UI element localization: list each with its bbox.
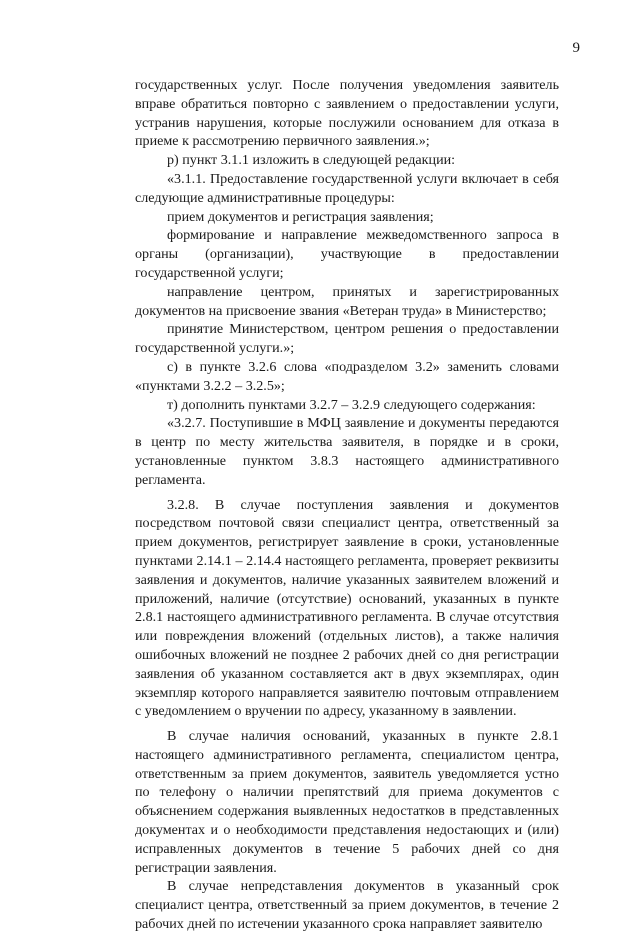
paragraph: «3.2.7. Поступившие в МФЦ заявление и документы передаются в центр по месту жительства заявителя, в порядке и в сроки, установленные пунктом 3.8.3 настоящего административного регламента. xyxy=(135,415,559,488)
paragraph: прием документов и регистрация заявления; xyxy=(167,208,434,225)
document-body xyxy=(135,76,559,934)
paragraph: принятие Министерством, центром решения о предоставлении государственной услуги.»; xyxy=(135,321,559,357)
paragraph: направление центром, принятых и зарегистрированных документов на присвоение звания «Ветеран труда» в Министерство; xyxy=(135,283,559,319)
paragraph: 3.2.8. В случае поступления заявления и документов посредством почтовой связи специалист центра, ответственный за прием документов, регистрирует заявление в сроки, установленные пунктами 2.14.1 – 2.14.4 настоящего регламента, проверяет реквизиты заявления и документов, наличие указанных заявителем вложений и приложений, наличие (отсутствие) оснований, указанных в пункте 2.8.1 настоящего административного регламента. В случае отсутствия или повреждения вложений (отдельных листов), а также наличия ошибочных вложений не позднее 2 рабочих дней со дня регистрации заявления об указанном составляется акт в двух экземплярах, один экземпляр которого направляется заявителю почтовым отправлением с уведомлением о вручении по адресу, указанному в заявлении. xyxy=(135,496,559,720)
paragraph: государственных услуг. После получения уведомления заявитель вправе обратиться повторно с заявлением о предоставлении услуги, устранив нарушения, которые послужили основанием для отказа в приеме к рассмотрению первичного заявления.»; xyxy=(135,77,559,150)
paragraph: т) дополнить пунктами 3.2.7 – 3.2.9 следующего содержания: xyxy=(167,396,536,413)
paragraph: В случае наличия оснований, указанных в пункте 2.8.1 настоящего административного регламента, специалистом центра, ответственным за прием документов, заявитель уведомляется устно по телефону о наличии препятствий для приема документов с объяснением содержания выявленных недостатков в представленных документах и о необходимости представления недостающих и (или) исправленных документов в течение 5 рабочих дней со дня регистрации заявления. xyxy=(135,728,559,876)
page-number: 9 xyxy=(572,40,580,56)
paragraph: «3.1.1. Предоставление государственной услуги включает в себя следующие административные процедуры: xyxy=(135,170,559,206)
paragraph: формирование и направление межведомственного запроса в органы (организации), участвующие в предоставлении государственной услуги; xyxy=(135,227,559,281)
paragraph: р) пункт 3.1.1 изложить в следующей редакции: xyxy=(167,152,456,169)
paragraph: В случае непредставления документов в указанный срок специалист центра, ответственный за прием документов, в течение 2 рабочих дней по истечении указанного срока направляет заявителю xyxy=(135,878,559,933)
paragraph: с) в пункте 3.2.6 слова «подразделом 3.2» заменить словами «пунктами 3.2.2 – 3.2.5»; xyxy=(135,358,559,394)
